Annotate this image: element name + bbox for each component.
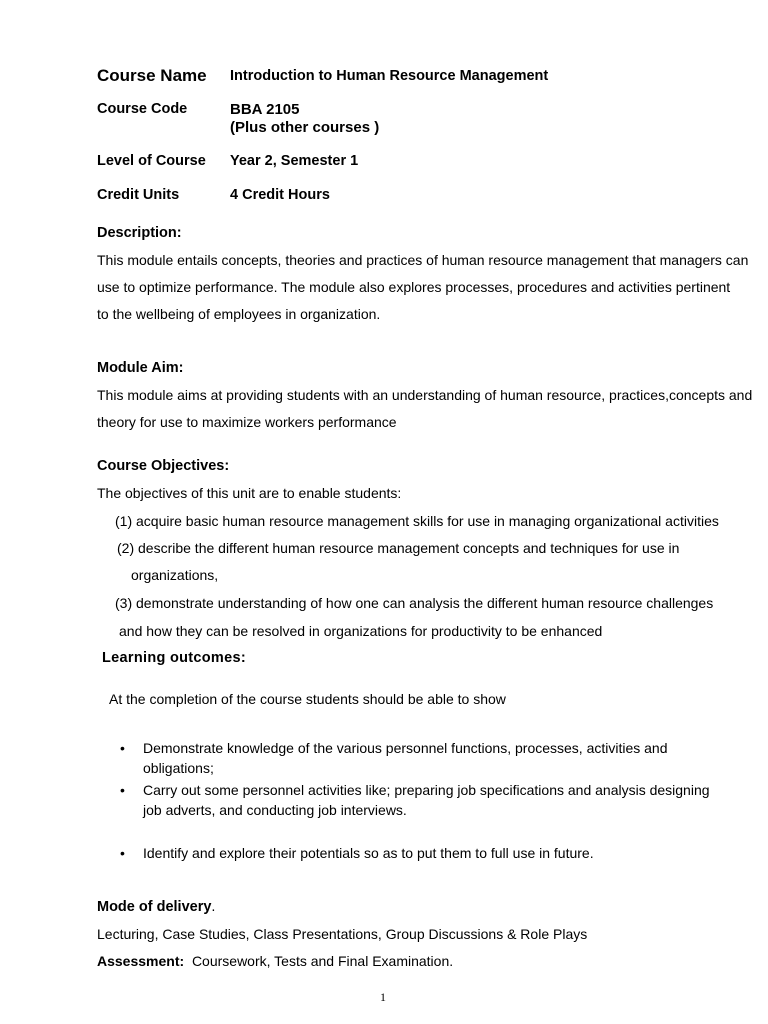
- assessment-row: [97, 953, 453, 969]
- course-name-value: Introduction to Human Resource Management: [230, 68, 549, 84]
- objectives-intro: The objectives of this unit are to enable students:: [97, 485, 402, 501]
- objective-item: (1) acquire basic human resource management skills for use in managing organizational activities: [115, 513, 719, 529]
- outcome-bullet-line: Carry out some personnel activities like; preparing job specifications and analysis designing: [143, 782, 710, 798]
- module-aim-line: theory for use to maximize workers performance: [97, 414, 397, 430]
- level-value: Year 2, Semester 1: [230, 153, 359, 169]
- module-aim-title: Module Aim:: [97, 360, 184, 376]
- assessment-text: Coursework, Tests and Final Examination.: [191, 953, 454, 969]
- credit-label: Credit Units: [97, 187, 180, 203]
- bullet-marker: •: [120, 845, 125, 861]
- delivery-title-row: [97, 899, 215, 915]
- outcomes-intro: At the completion of the course students should be able to show: [109, 691, 506, 707]
- course-code-label: Course Code: [97, 101, 188, 117]
- description-line: This module entails concepts, theories and practices of human resource management that managers can: [97, 252, 749, 268]
- outcome-bullet-line: obligations;: [143, 760, 214, 776]
- outcomes-title: Learning outcomes:: [102, 650, 246, 666]
- delivery-title: Mode of delivery: [97, 899, 212, 915]
- outcome-bullet-line: Demonstrate knowledge of the various personnel functions, processes, activities and: [143, 740, 668, 756]
- description-title: Description:: [97, 225, 182, 241]
- delivery-title-suffix: .: [211, 899, 216, 915]
- credit-value: 4 Credit Hours: [230, 187, 330, 203]
- objective-item-continued: and how they can be resolved in organizations for productivity to be enhanced: [119, 623, 603, 639]
- objective-item-continued: organizations,: [131, 567, 219, 583]
- course-code-value: BBA 2105: [230, 101, 300, 118]
- objective-item: (2) describe the different human resource management concepts and techniques for use in: [117, 540, 680, 556]
- bullet-marker: •: [120, 782, 125, 798]
- description-line: use to optimize performance. The module also explores processes, procedures and activities pertinent: [97, 279, 731, 295]
- outcome-bullet-line: Identify and explore their potentials so as to put them to full use in future.: [143, 845, 594, 861]
- page-number: 1: [380, 990, 386, 1004]
- outcome-bullet-line: job adverts, and conducting job interviews.: [143, 802, 407, 818]
- course-code-note: (Plus other courses ): [230, 119, 380, 136]
- level-label: Level of Course: [97, 153, 206, 169]
- objectives-title: Course Objectives:: [97, 458, 230, 474]
- delivery-text: Lecturing, Case Studies, Class Presentations, Group Discussions & Role Plays: [97, 926, 588, 942]
- course-name-label: Course Name: [97, 66, 207, 85]
- assessment-label: Assessment:: [97, 953, 185, 969]
- description-line: to the wellbeing of employees in organization.: [97, 306, 381, 322]
- module-aim-line: This module aims at providing students with an understanding of human resource, practices,concepts and: [97, 387, 753, 403]
- bullet-marker: •: [120, 740, 125, 756]
- objective-item: (3) demonstrate understanding of how one can analysis the different human resource challenges: [115, 595, 714, 611]
